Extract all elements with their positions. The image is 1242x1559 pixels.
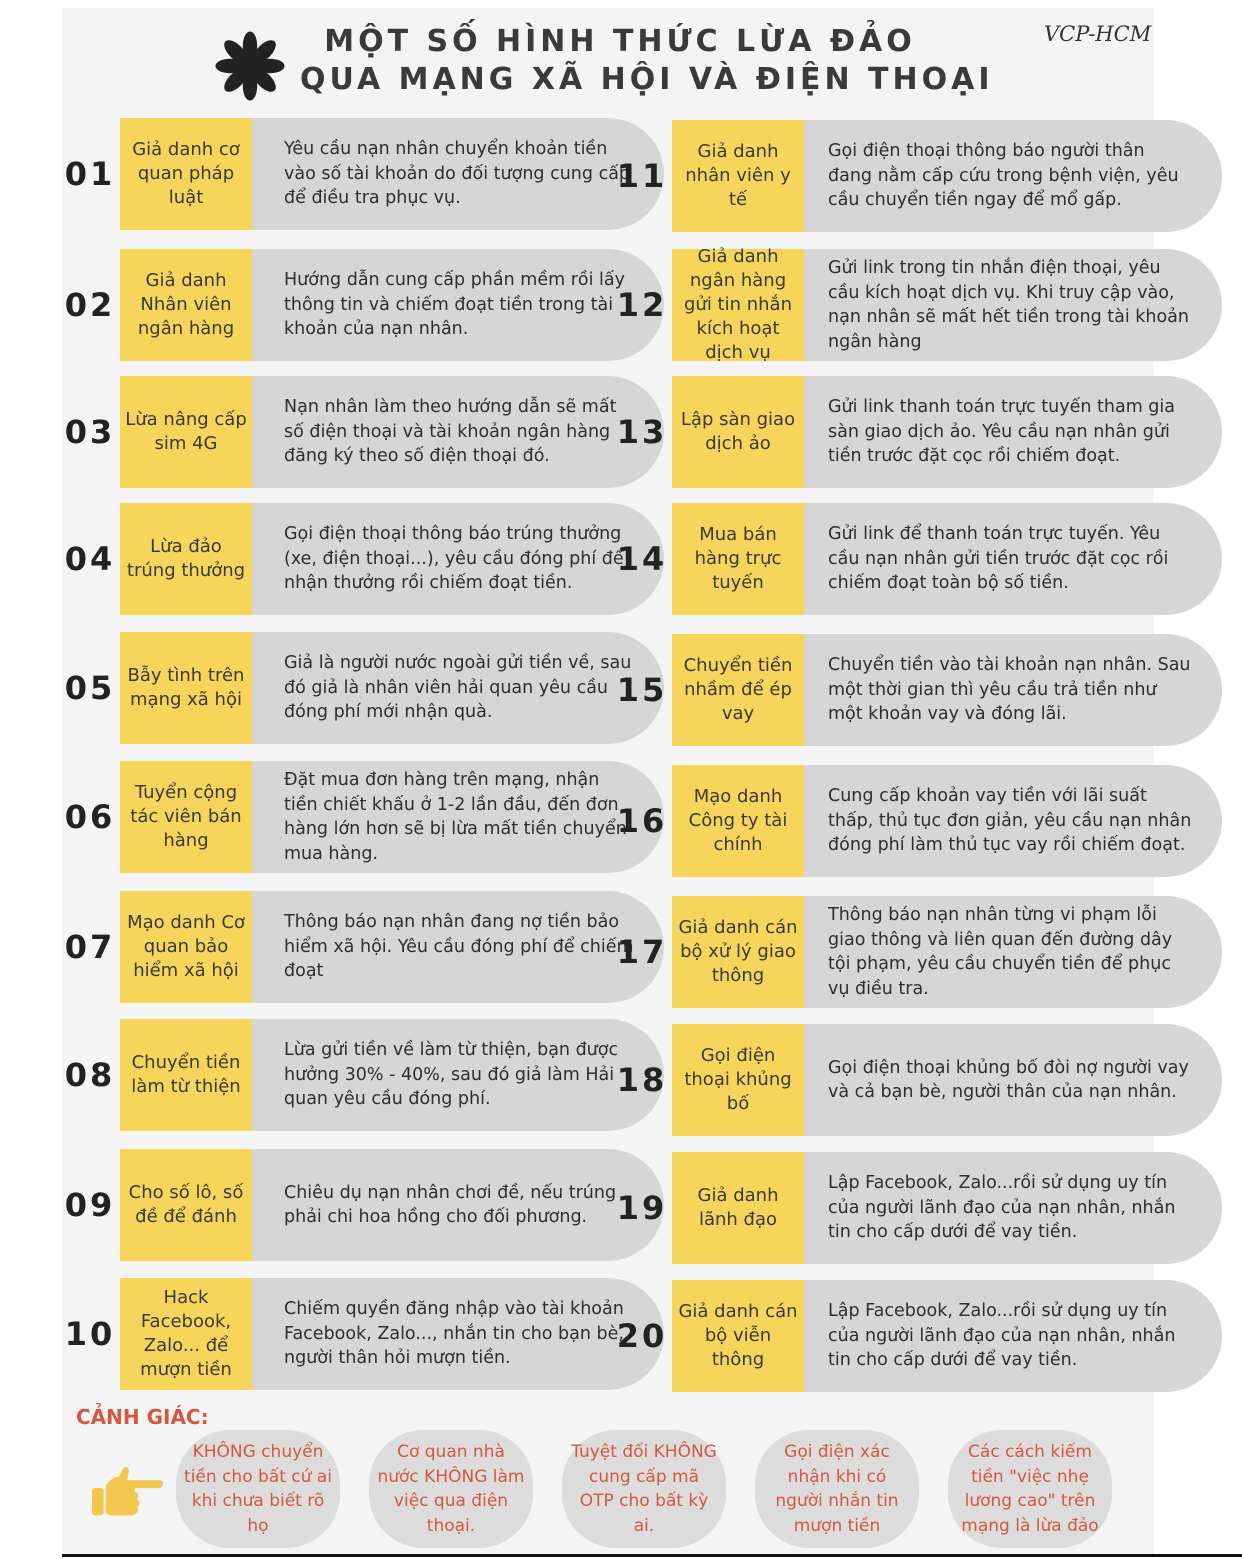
item-description: Gửi link thanh toán trực tuyến tham gia sàn giao dịch ảo. Yêu cầu nạn nhân gửi tiền trước đặt cọc rồi chiếm đoạt. [804, 376, 1222, 488]
item-description: Hướng dẫn cung cấp phần mềm rồi lấy thông tin và chiếm đoạt tiền trong tài khoản của nạn nhân. [252, 249, 664, 361]
item-number: 20 [616, 1317, 668, 1355]
item-tag: Lừa đảo trúng thưởng [120, 503, 252, 615]
item-description: Chiếm quyền đăng nhập vào tài khoản Facebook, Zalo..., nhắn tin cho bạn bè, người thân hỏi mượn tiền. [252, 1278, 664, 1390]
warning-tip: Gọi điện xác nhận khi có người nhắn tin mượn tiền [755, 1430, 919, 1548]
item-number: 08 [64, 1056, 116, 1094]
item-description: Giả là người nước ngoài gửi tiền về, sau đó giả là nhân viên hải quan yêu cầu đóng phí mới nhận quà. [252, 632, 664, 744]
item-number: 13 [616, 413, 668, 451]
item-description: Gọi điện thoại thông báo trúng thưởng (xe, điện thoại...), yêu cầu đóng phí để nhận thưởng rồi chiếm đoạt tiền. [252, 503, 664, 615]
item-number: 11 [616, 157, 668, 195]
item-number: 02 [64, 286, 116, 324]
warning-tip: Tuyệt đối KHÔNG cung cấp mã OTP cho bất kỳ ai. [562, 1430, 726, 1548]
item-description: Cung cấp khoản vay tiền với lãi suất thấp, thủ tục đơn giản, yêu cầu nạn nhân đóng phí làm thủ tục vay rồi chiếm đoạt. [804, 765, 1222, 877]
pointing-hand-icon [90, 1458, 168, 1524]
alert-title: CẢNH GIÁC: [76, 1405, 209, 1429]
item-tag: Hack Facebook, Zalo... để mượn tiền [120, 1278, 252, 1390]
item-number: 15 [616, 671, 668, 709]
warning-tip: KHÔNG chuyển tiền cho bất cứ ai khi chưa biết rõ họ [176, 1430, 340, 1548]
item-tag: Giả danh cơ quan pháp luật [120, 118, 252, 230]
item-number: 04 [64, 540, 116, 578]
item-number: 12 [616, 286, 668, 324]
asterisk-flower-icon [214, 30, 286, 102]
item-tag: Gọi điện thoại khủng bố [672, 1024, 804, 1136]
item-description: Gọi điện thoại khủng bố đòi nợ người vay và cả bạn bè, người thân của nạn nhân. [804, 1024, 1222, 1136]
item-tag: Mạo danh Công ty tài chính [672, 765, 804, 877]
item-number: 03 [64, 413, 116, 451]
item-tag: Giả danh cán bộ xử lý giao thông [672, 896, 804, 1008]
item-description: Thông báo nạn nhân đang nợ tiền bảo hiểm xã hội. Yêu cầu đóng phí để chiếm đoạt [252, 891, 664, 1003]
item-tag: Giả danh lãnh đạo [672, 1152, 804, 1264]
warning-tip: Các cách kiếm tiền "việc nhẹ lương cao" trên mạng là lừa đảo [948, 1430, 1112, 1548]
warning-tip: Cơ quan nhà nước KHÔNG làm việc qua điện thoại. [369, 1430, 533, 1548]
item-description: Chuyển tiền vào tài khoản nạn nhân. Sau một thời gian thì yêu cầu trả tiền như một khoản vay và đóng lãi. [804, 634, 1222, 746]
item-tag: Lập sàn giao dịch ảo [672, 376, 804, 488]
item-tag: Tuyển cộng tác viên bán hàng [120, 761, 252, 873]
item-description: Chiêu dụ nạn nhân chơi đề, nếu trúng phải chi hoa hồng cho đối phương. [252, 1149, 664, 1261]
item-number: 01 [64, 155, 116, 193]
item-tag: Bẫy tình trên mạng xã hội [120, 632, 252, 744]
page-title-line-1: MỘT SỐ HÌNH THỨC LỪA ĐẢO [324, 24, 916, 59]
item-tag: Mạo danh Cơ quan bảo hiểm xã hội [120, 891, 252, 1003]
item-description: Yêu cầu nạn nhân chuyển khoản tiền vào số tài khoản do đối tượng cung cấp để điều tra phục vụ. [252, 118, 664, 230]
item-description: Thông báo nạn nhân từng vi phạm lỗi giao thông và liên quan đến đường dây tội phạm, yêu cầu chuyển tiền để phục vụ điều tra. [804, 896, 1222, 1008]
item-number: 10 [64, 1315, 116, 1353]
divider [62, 1554, 1242, 1557]
item-number: 05 [64, 669, 116, 707]
item-description: Lừa gửi tiền về làm từ thiện, bạn được hưởng 30% - 40%, sau đó giả làm Hải quan yêu cầu đóng phí. [252, 1019, 664, 1131]
item-description: Lập Facebook, Zalo...rồi sử dụng uy tín của người lãnh đạo của nạn nhân, nhắn tin cho cấp dưới để vay tiền. [804, 1152, 1222, 1264]
item-number: 07 [64, 928, 116, 966]
page-title-line-2: QUA MẠNG XÃ HỘI VÀ ĐIỆN THOẠI [300, 62, 994, 97]
item-number: 19 [616, 1189, 668, 1227]
item-tag: Giả danh cán bộ viễn thông [672, 1280, 804, 1392]
item-tag: Mua bán hàng trực tuyến [672, 503, 804, 615]
author-signature: VCP-HCM [1044, 22, 1152, 46]
item-number: 18 [616, 1061, 668, 1099]
item-description: Gửi link trong tin nhắn điện thoại, yêu cầu kích hoạt dịch vụ. Khi truy cập vào, nạn nhân sẽ mất hết tiền trong tài khoản ngân hàng [804, 249, 1222, 361]
item-tag: Giả danh ngân hàng gửi tin nhắn kích hoạt dịch vụ [672, 249, 804, 361]
item-tag: Cho số lô, số đề để đánh [120, 1149, 252, 1261]
item-tag: Lừa nâng cấp sim 4G [120, 376, 252, 488]
item-description: Nạn nhân làm theo hướng dẫn sẽ mất số điện thoại và tài khoản ngân hàng đăng ký theo số điện thoại đó. [252, 376, 664, 488]
item-description: Gọi điện thoại thông báo người thân đang nằm cấp cứu trong bệnh viện, yêu cầu chuyển tiền ngay để mổ gấp. [804, 120, 1222, 232]
item-tag: Chuyển tiền nhầm để ép vay [672, 634, 804, 746]
item-number: 09 [64, 1186, 116, 1224]
item-tag: Chuyển tiền làm từ thiện [120, 1019, 252, 1131]
item-description: Đặt mua đơn hàng trên mạng, nhận tiền chiết khấu ở 1-2 lần đầu, đến đơn hàng lớn hơn sẽ bị lừa mất tiền chuyển mua hàng. [252, 761, 664, 873]
item-description: Lập Facebook, Zalo...rồi sử dụng uy tín của người lãnh đạo của nạn nhân, nhắn tin cho cấp dưới để vay tiền. [804, 1280, 1222, 1392]
header [214, 24, 994, 104]
item-description: Gửi link để thanh toán trực tuyến. Yêu cầu nạn nhân gửi tiền trước đặt cọc rồi chiếm đoạt toàn bộ số tiền. [804, 503, 1222, 615]
item-number: 17 [616, 933, 668, 971]
item-number: 14 [616, 540, 668, 578]
item-tag: Giả danh Nhân viên ngân hàng [120, 249, 252, 361]
item-number: 16 [616, 802, 668, 840]
item-number: 06 [64, 798, 116, 836]
item-tag: Giả danh nhân viên y tế [672, 120, 804, 232]
